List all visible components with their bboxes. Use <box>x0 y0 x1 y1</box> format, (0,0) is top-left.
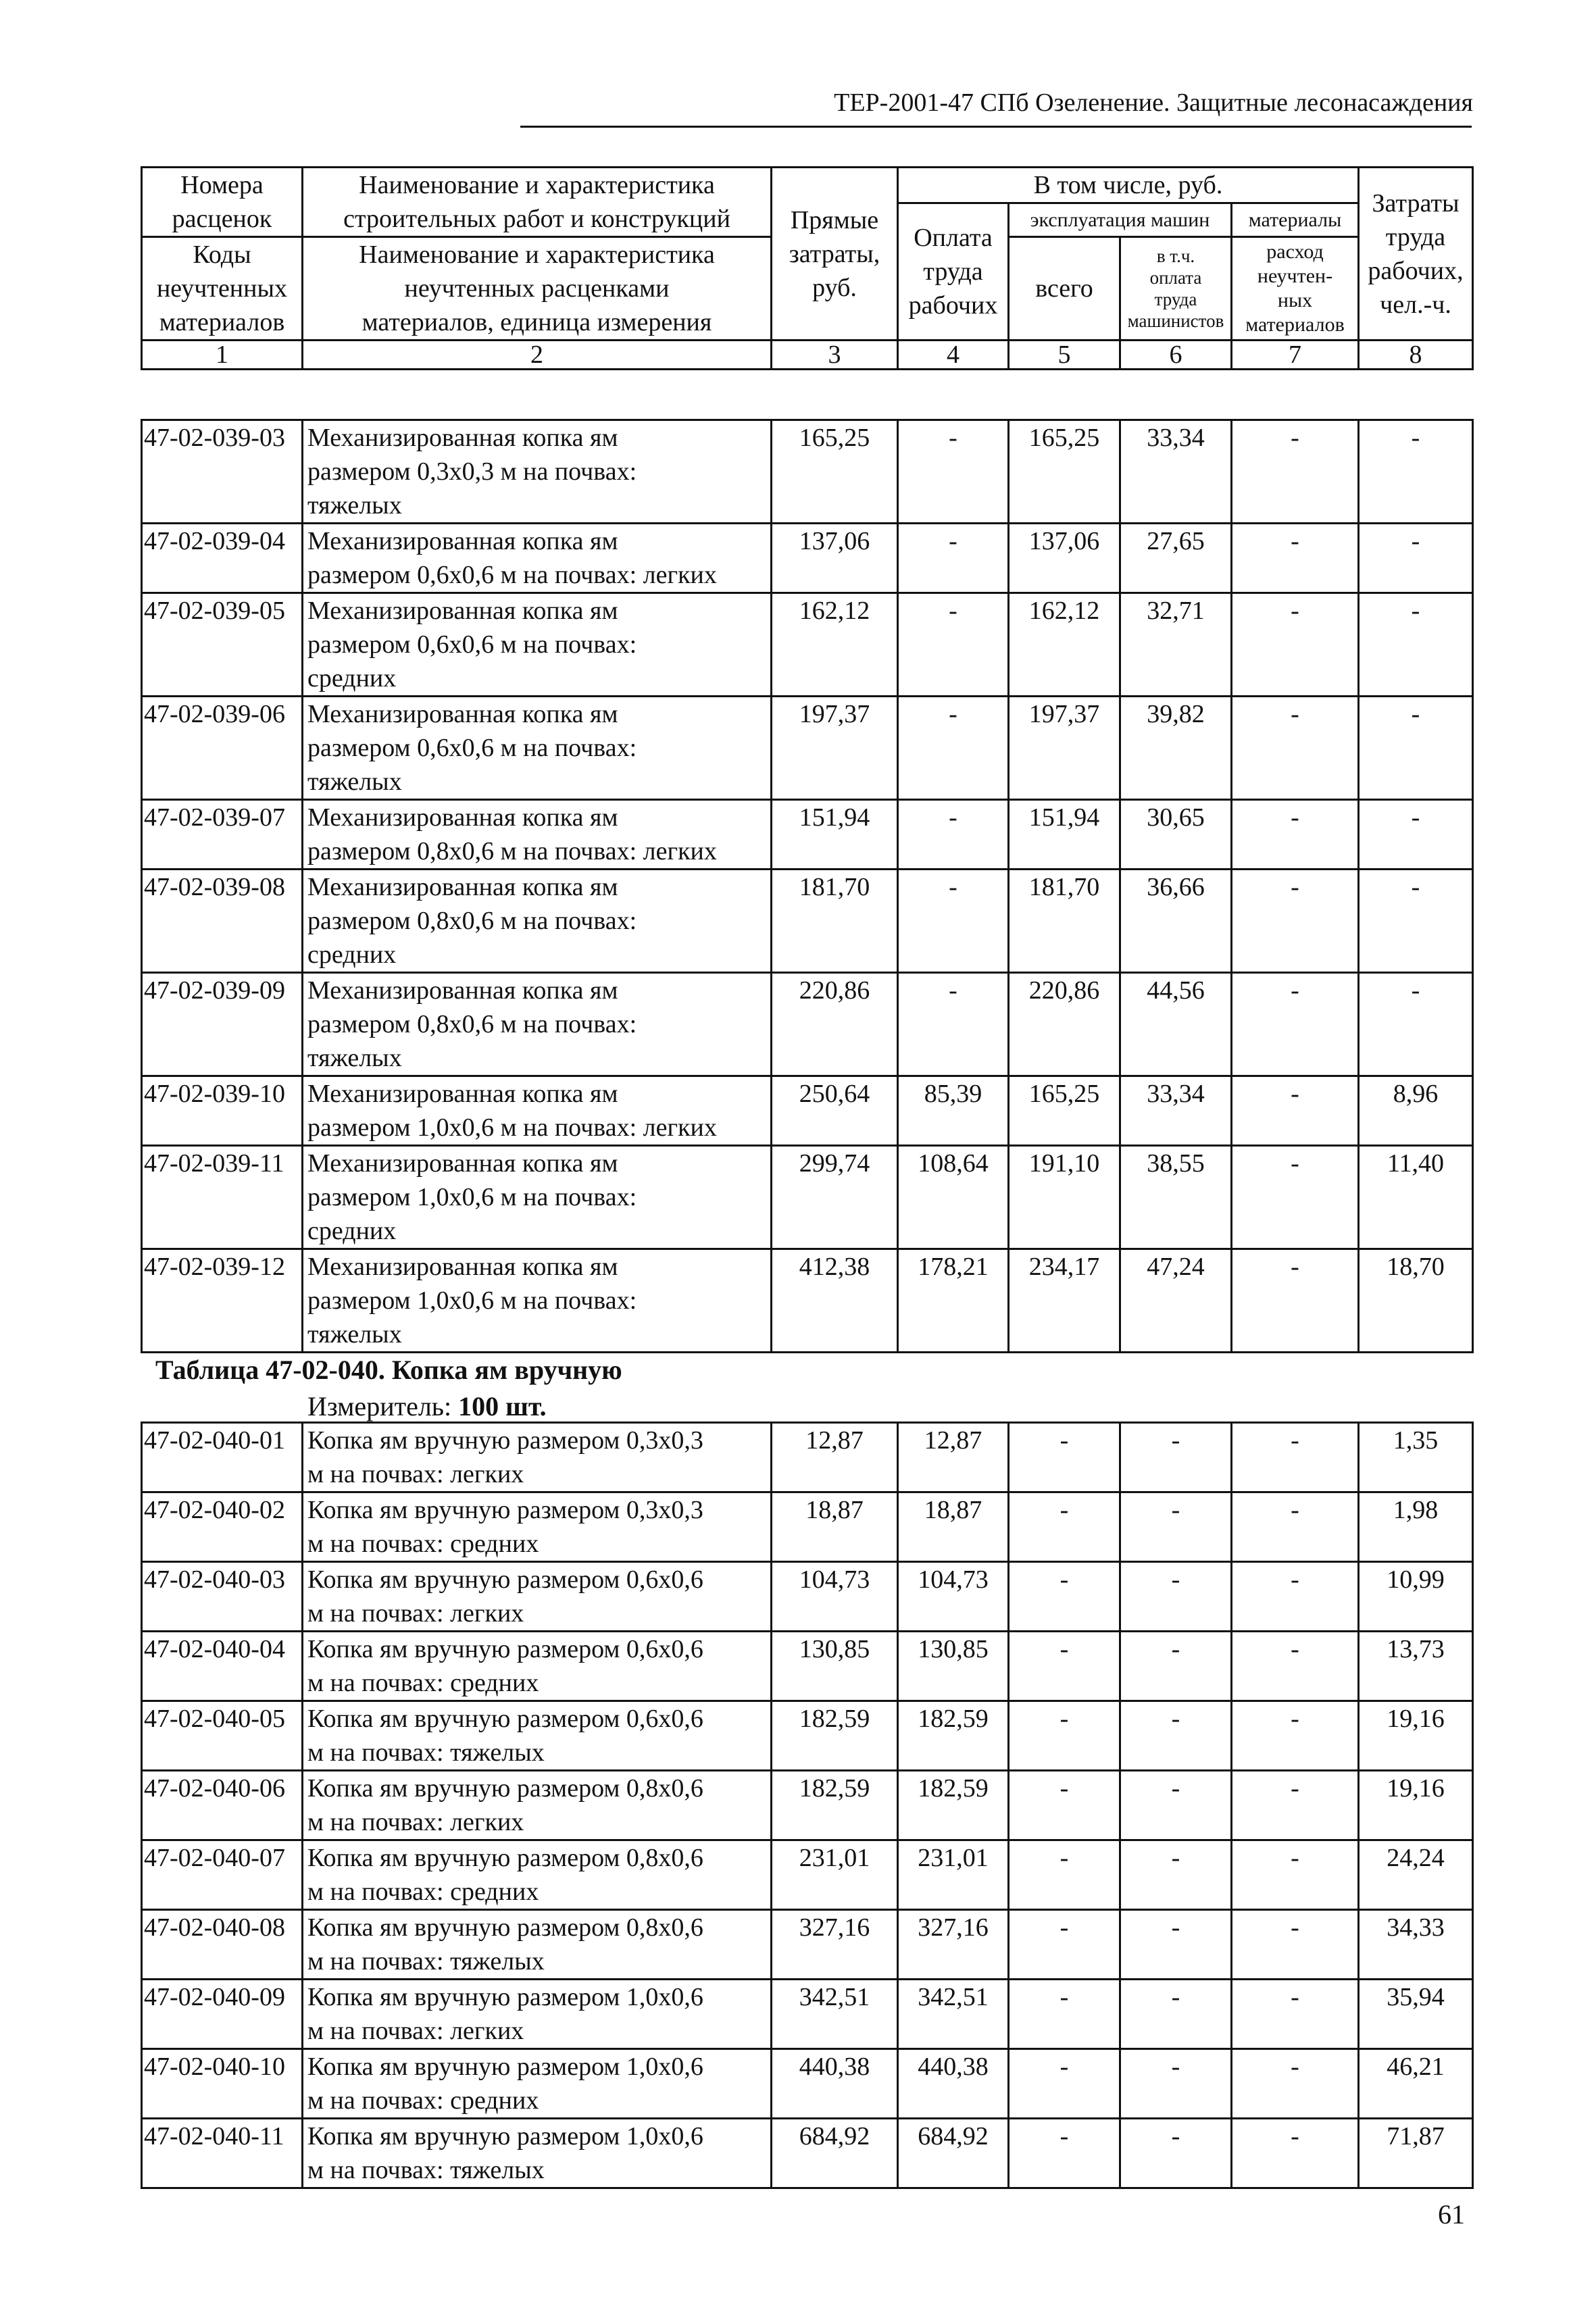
work-name-cell: Копка ям вручную размером 0,8х0,6 м на почвах: средних <box>303 1840 772 1910</box>
rate-code-cell: 47-02-039-08 <box>142 870 303 973</box>
header-unaccounted-materials: расход неучтен- ных материалов <box>1232 237 1359 341</box>
table-row <box>142 1840 1473 1910</box>
labor-pay-cell: 342,51 <box>898 1980 1009 2049</box>
direct-costs-cell: 327,16 <box>772 1910 898 1980</box>
machinist-pay-cell: - <box>1120 1771 1232 1840</box>
materials-cell: - <box>1232 973 1359 1076</box>
direct-costs-cell: 231,01 <box>772 1840 898 1910</box>
table-meter <box>307 1388 547 1426</box>
direct-costs-cell: 684,92 <box>772 2119 898 2188</box>
labor-hours-cell: 8,96 <box>1359 1076 1473 1146</box>
table-row <box>142 593 1473 697</box>
direct-costs-cell: 104,73 <box>772 1562 898 1632</box>
machinist-pay-cell: - <box>1120 1840 1232 1910</box>
machinist-pay-cell: - <box>1120 1701 1232 1771</box>
materials-cell: - <box>1232 1562 1359 1632</box>
table-row <box>142 800 1473 870</box>
rates-table-040 <box>141 1422 1474 2189</box>
work-name-cell: Копка ям вручную размером 0,8х0,6 м на почвах: тяжелых <box>303 1910 772 1980</box>
direct-costs-cell: 220,86 <box>772 973 898 1076</box>
column-number-cell: 3 <box>772 341 898 370</box>
work-name-cell: Механизированная копка ям размером 0,3х0,3 м на почвах: тяжелых <box>303 420 772 524</box>
labor-pay-cell: - <box>898 593 1009 697</box>
work-name-cell: Копка ям вручную размером 0,6х0,6 м на почвах: тяжелых <box>303 1701 772 1771</box>
labor-pay-cell: 178,21 <box>898 1249 1009 1353</box>
rate-code-cell: 47-02-039-07 <box>142 800 303 870</box>
header-rule <box>520 126 1472 128</box>
machinist-pay-cell: 27,65 <box>1120 524 1232 593</box>
rate-code-cell: 47-02-040-01 <box>142 1423 303 1492</box>
header-materials: материалы <box>1232 203 1359 237</box>
direct-costs-cell: 299,74 <box>772 1146 898 1249</box>
header-rate-numbers: Номера расценок <box>142 168 303 237</box>
labor-pay-cell: 130,85 <box>898 1632 1009 1701</box>
work-name-cell: Механизированная копка ям размером 0,8х0,6 м на почвах: тяжелых <box>303 973 772 1076</box>
work-name-cell: Механизированная копка ям размером 1,0х0,6 м на почвах: легких <box>303 1076 772 1146</box>
labor-pay-cell: 104,73 <box>898 1562 1009 1632</box>
materials-cell: - <box>1232 1249 1359 1353</box>
header-labor-hours: Затраты труда рабочих, чел.-ч. <box>1359 168 1473 341</box>
work-name-cell: Механизированная копка ям размером 0,8х0,6 м на почвах: средних <box>303 870 772 973</box>
materials-cell: - <box>1232 2119 1359 2188</box>
table-row <box>142 973 1473 1076</box>
rate-code-cell: 47-02-039-06 <box>142 697 303 800</box>
table-row <box>142 420 1473 524</box>
labor-hours-cell: - <box>1359 800 1473 870</box>
machines-total-cell: 165,25 <box>1009 420 1120 524</box>
direct-costs-cell: 440,38 <box>772 2049 898 2119</box>
labor-pay-cell: 684,92 <box>898 2119 1009 2188</box>
rate-code-cell: 47-02-040-09 <box>142 1980 303 2049</box>
direct-costs-cell: 162,12 <box>772 593 898 697</box>
work-name-cell: Механизированная копка ям размером 0,6х0,6 м на почвах: средних <box>303 593 772 697</box>
table-row <box>142 1146 1473 1249</box>
rate-code-cell: 47-02-039-10 <box>142 1076 303 1146</box>
labor-pay-cell: - <box>898 420 1009 524</box>
rate-code-cell: 47-02-040-11 <box>142 2119 303 2188</box>
direct-costs-cell: 165,25 <box>772 420 898 524</box>
machinist-pay-cell: 38,55 <box>1120 1146 1232 1249</box>
direct-costs-cell: 18,87 <box>772 1492 898 1562</box>
direct-costs-cell: 181,70 <box>772 870 898 973</box>
labor-pay-cell: 18,87 <box>898 1492 1009 1562</box>
work-name-cell: Копка ям вручную размером 0,3х0,3 м на почвах: средних <box>303 1492 772 1562</box>
direct-costs-cell: 12,87 <box>772 1423 898 1492</box>
labor-hours-cell: 19,16 <box>1359 1701 1473 1771</box>
labor-hours-cell: 71,87 <box>1359 2119 1473 2188</box>
rate-code-cell: 47-02-040-02 <box>142 1492 303 1562</box>
machinist-pay-cell: 36,66 <box>1120 870 1232 973</box>
table-row <box>142 1771 1473 1840</box>
table-row <box>142 1701 1473 1771</box>
machinist-pay-cell: - <box>1120 1632 1232 1701</box>
work-name-cell: Механизированная копка ям размером 0,6х0,6 м на почвах: тяжелых <box>303 697 772 800</box>
labor-hours-cell: 24,24 <box>1359 1840 1473 1910</box>
rate-code-cell: 47-02-040-10 <box>142 2049 303 2119</box>
table-row <box>142 1423 1473 1492</box>
machines-total-cell: 137,06 <box>1009 524 1120 593</box>
page-number: 61 <box>1438 2199 1465 2230</box>
machines-total-cell: 151,94 <box>1009 800 1120 870</box>
work-name-cell: Копка ям вручную размером 0,6х0,6 м на почвах: легких <box>303 1562 772 1632</box>
materials-cell: - <box>1232 1771 1359 1840</box>
materials-cell: - <box>1232 1423 1359 1492</box>
labor-hours-cell: 1,98 <box>1359 1492 1473 1562</box>
machinist-pay-cell: - <box>1120 2119 1232 2188</box>
table-row <box>142 1492 1473 1562</box>
materials-cell: - <box>1232 1840 1359 1910</box>
header-including-group: В том числе, руб. <box>898 168 1359 203</box>
meter-value: 100 шт. <box>458 1391 547 1422</box>
materials-cell: - <box>1232 800 1359 870</box>
work-name-cell: Механизированная копка ям размером 1,0х0,6 м на почвах: тяжелых <box>303 1249 772 1353</box>
materials-cell: - <box>1232 2049 1359 2119</box>
header-labor-pay: Оплата труда рабочих <box>898 203 1009 341</box>
work-name-cell: Копка ям вручную размером 1,0х0,6 м на почвах: средних <box>303 2049 772 2119</box>
table-row <box>142 2049 1473 2119</box>
materials-cell: - <box>1232 1146 1359 1249</box>
column-number-cell: 1 <box>142 341 303 370</box>
labor-hours-cell: 11,40 <box>1359 1146 1473 1249</box>
materials-cell: - <box>1232 593 1359 697</box>
table-row <box>142 524 1473 593</box>
header-machinist-pay: в т.ч. оплата труда машинистов <box>1120 237 1232 341</box>
machinist-pay-cell: - <box>1120 1980 1232 2049</box>
machines-total-cell: 162,12 <box>1009 593 1120 697</box>
direct-costs-cell: 130,85 <box>772 1632 898 1701</box>
labor-pay-cell: 108,64 <box>898 1146 1009 1249</box>
labor-pay-cell: 440,38 <box>898 2049 1009 2119</box>
labor-hours-cell: 1,35 <box>1359 1423 1473 1492</box>
direct-costs-cell: 151,94 <box>772 800 898 870</box>
table-row <box>142 2119 1473 2188</box>
labor-hours-cell: - <box>1359 973 1473 1076</box>
labor-hours-cell: - <box>1359 420 1473 524</box>
rate-code-cell: 47-02-040-05 <box>142 1701 303 1771</box>
machinist-pay-cell: 39,82 <box>1120 697 1232 800</box>
machines-total-cell: - <box>1009 1562 1120 1632</box>
labor-hours-cell: - <box>1359 593 1473 697</box>
machines-total-cell: 220,86 <box>1009 973 1120 1076</box>
labor-pay-cell: - <box>898 870 1009 973</box>
machines-total-cell: - <box>1009 2049 1120 2119</box>
header-machine-operation: эксплуатация машин <box>1009 203 1232 237</box>
direct-costs-cell: 182,59 <box>772 1701 898 1771</box>
machines-total-cell: - <box>1009 1771 1120 1840</box>
materials-cell: - <box>1232 1701 1359 1771</box>
materials-cell: - <box>1232 697 1359 800</box>
rate-code-cell: 47-02-040-03 <box>142 1562 303 1632</box>
machines-total-cell: - <box>1009 1632 1120 1701</box>
machines-total-cell: 165,25 <box>1009 1076 1120 1146</box>
work-name-cell: Механизированная копка ям размером 0,8х0,6 м на почвах: легких <box>303 800 772 870</box>
rate-code-cell: 47-02-040-06 <box>142 1771 303 1840</box>
machinist-pay-cell: - <box>1120 1562 1232 1632</box>
column-number-cell: 5 <box>1009 341 1120 370</box>
materials-cell: - <box>1232 1980 1359 2049</box>
materials-cell: - <box>1232 1076 1359 1146</box>
machinist-pay-cell: - <box>1120 1910 1232 1980</box>
machines-total-cell: - <box>1009 2119 1120 2188</box>
table-row <box>142 1910 1473 1980</box>
meter-label: Измеритель: <box>307 1391 459 1422</box>
column-number-cell: 8 <box>1359 341 1473 370</box>
machines-total-cell: 191,10 <box>1009 1146 1120 1249</box>
labor-pay-cell: - <box>898 800 1009 870</box>
machinist-pay-cell: - <box>1120 1423 1232 1492</box>
labor-pay-cell: 12,87 <box>898 1423 1009 1492</box>
machines-total-cell: 197,37 <box>1009 697 1120 800</box>
materials-cell: - <box>1232 420 1359 524</box>
machinist-pay-cell: 33,34 <box>1120 420 1232 524</box>
materials-cell: - <box>1232 524 1359 593</box>
column-number-cell: 4 <box>898 341 1009 370</box>
work-name-cell: Механизированная копка ям размером 1,0х0,6 м на почвах: средних <box>303 1146 772 1249</box>
table-row <box>142 1980 1473 2049</box>
rate-code-cell: 47-02-039-09 <box>142 973 303 1076</box>
labor-hours-cell: 13,73 <box>1359 1632 1473 1701</box>
materials-cell: - <box>1232 1492 1359 1562</box>
machines-total-cell: - <box>1009 1701 1120 1771</box>
labor-pay-cell: - <box>898 524 1009 593</box>
machines-total-cell: 234,17 <box>1009 1249 1120 1353</box>
header-machines-total: всего <box>1009 237 1120 341</box>
machines-total-cell: - <box>1009 1423 1120 1492</box>
labor-hours-cell: 18,70 <box>1359 1249 1473 1353</box>
direct-costs-cell: 250,64 <box>772 1076 898 1146</box>
table-row <box>142 1076 1473 1146</box>
column-header-table <box>141 166 1474 370</box>
labor-hours-cell: 46,21 <box>1359 2049 1473 2119</box>
labor-hours-cell: 35,94 <box>1359 1980 1473 2049</box>
header-work-name: Наименование и характеристика строительных работ и конструкций <box>303 168 772 237</box>
labor-hours-cell: 34,33 <box>1359 1910 1473 1980</box>
work-name-cell: Копка ям вручную размером 1,0х0,6 м на почвах: легких <box>303 1980 772 2049</box>
machinist-pay-cell: 32,71 <box>1120 593 1232 697</box>
rates-table-039 <box>141 419 1474 1353</box>
column-number-cell: 2 <box>303 341 772 370</box>
header-material-codes: Коды неучтенных материалов <box>142 237 303 341</box>
direct-costs-cell: 342,51 <box>772 1980 898 2049</box>
machinist-pay-cell: 47,24 <box>1120 1249 1232 1353</box>
materials-cell: - <box>1232 1632 1359 1701</box>
running-head: ТЕР-2001-47 СПб Озеленение. Защитные лесонасаждения <box>834 89 1473 117</box>
materials-cell: - <box>1232 1910 1359 1980</box>
rate-code-cell: 47-02-039-04 <box>142 524 303 593</box>
labor-hours-cell: - <box>1359 524 1473 593</box>
labor-hours-cell: 10,99 <box>1359 1562 1473 1632</box>
table-row <box>142 1632 1473 1701</box>
rate-code-cell: 47-02-039-12 <box>142 1249 303 1353</box>
labor-pay-cell: - <box>898 973 1009 1076</box>
labor-pay-cell: 85,39 <box>898 1076 1009 1146</box>
rate-code-cell: 47-02-039-05 <box>142 593 303 697</box>
rate-code-cell: 47-02-039-03 <box>142 420 303 524</box>
labor-pay-cell: 182,59 <box>898 1771 1009 1840</box>
table-row <box>142 870 1473 973</box>
machinist-pay-cell: 33,34 <box>1120 1076 1232 1146</box>
labor-pay-cell: 327,16 <box>898 1910 1009 1980</box>
machines-total-cell: - <box>1009 1910 1120 1980</box>
machines-total-cell: - <box>1009 1840 1120 1910</box>
labor-hours-cell: - <box>1359 697 1473 800</box>
machines-total-cell: 181,70 <box>1009 870 1120 973</box>
labor-pay-cell: - <box>898 697 1009 800</box>
table-row <box>142 697 1473 800</box>
machinist-pay-cell: 30,65 <box>1120 800 1232 870</box>
labor-hours-cell: 19,16 <box>1359 1771 1473 1840</box>
machinist-pay-cell: 44,56 <box>1120 973 1232 1076</box>
machines-total-cell: - <box>1009 1492 1120 1562</box>
work-name-cell: Копка ям вручную размером 1,0х0,6 м на почвах: тяжелых <box>303 2119 772 2188</box>
machinist-pay-cell: - <box>1120 2049 1232 2119</box>
column-number-cell: 7 <box>1232 341 1359 370</box>
rate-code-cell: 47-02-040-04 <box>142 1632 303 1701</box>
materials-cell: - <box>1232 870 1359 973</box>
work-name-cell: Копка ям вручную размером 0,8х0,6 м на почвах: легких <box>303 1771 772 1840</box>
machinist-pay-cell: - <box>1120 1492 1232 1562</box>
labor-hours-cell: - <box>1359 870 1473 973</box>
rate-code-cell: 47-02-040-07 <box>142 1840 303 1910</box>
direct-costs-cell: 197,37 <box>772 697 898 800</box>
header-material-name: Наименование и характеристика неучтенных расценками материалов, единица измерения <box>303 237 772 341</box>
table-row <box>142 1249 1473 1353</box>
table-row <box>142 1562 1473 1632</box>
header-direct-costs: Прямые затраты, руб. <box>772 168 898 341</box>
work-name-cell: Механизированная копка ям размером 0,6х0,6 м на почвах: легких <box>303 524 772 593</box>
work-name-cell: Копка ям вручную размером 0,6х0,6 м на почвах: средних <box>303 1632 772 1701</box>
rate-code-cell: 47-02-040-08 <box>142 1910 303 1980</box>
direct-costs-cell: 412,38 <box>772 1249 898 1353</box>
direct-costs-cell: 137,06 <box>772 524 898 593</box>
labor-pay-cell: 231,01 <box>898 1840 1009 1910</box>
column-number-cell: 6 <box>1120 341 1232 370</box>
work-name-cell: Копка ям вручную размером 0,3х0,3 м на почвах: легких <box>303 1423 772 1492</box>
table-title: Таблица 47-02-040. Копка ям вручную <box>155 1355 622 1385</box>
machines-total-cell: - <box>1009 1980 1120 2049</box>
labor-pay-cell: 182,59 <box>898 1701 1009 1771</box>
rate-code-cell: 47-02-039-11 <box>142 1146 303 1249</box>
direct-costs-cell: 182,59 <box>772 1771 898 1840</box>
column-number-row <box>142 341 1473 370</box>
